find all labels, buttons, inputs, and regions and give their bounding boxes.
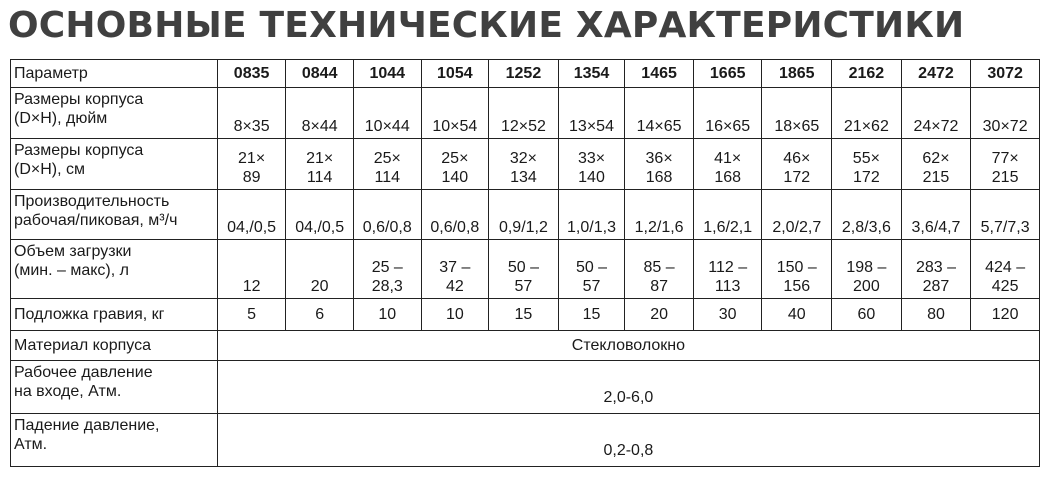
header-model-1665: 1665 <box>693 60 762 88</box>
cell-value: 5 <box>247 306 257 324</box>
cell-value: 40 <box>787 306 806 324</box>
table-cell <box>489 299 559 330</box>
cell-value: 168 <box>645 168 673 186</box>
cell-value: 10×54 <box>432 117 478 135</box>
table-cell <box>625 299 694 330</box>
table-cell <box>625 240 694 299</box>
cell-value: 15 <box>514 306 533 324</box>
table-cell <box>762 88 832 139</box>
row-label-line: на входе, Атм. <box>14 383 122 401</box>
table-cell <box>217 189 286 240</box>
table-cell <box>625 88 694 139</box>
header-parameter: Параметр <box>11 60 218 88</box>
row-label-line: Материал корпуса <box>14 337 151 355</box>
table-row <box>11 330 1040 360</box>
table-cell <box>558 138 625 189</box>
cell-value: 28,3 <box>371 278 403 296</box>
row-label <box>11 88 218 139</box>
table-cell <box>693 240 762 299</box>
table-row <box>11 299 1040 330</box>
cell-value: 140 <box>441 168 469 186</box>
table-cell <box>558 240 625 299</box>
table-cell <box>901 240 971 299</box>
table-cell <box>901 189 971 240</box>
cell-value: 14×65 <box>636 117 682 135</box>
row-label-line: Рабочее давление <box>14 364 153 382</box>
cell-value: 172 <box>783 168 811 186</box>
cell-value: 36× <box>645 149 673 167</box>
table-cell <box>421 189 489 240</box>
row-label-line: Производительность <box>14 192 170 210</box>
cell-value: 1,6/2,1 <box>703 219 753 237</box>
table-body <box>11 88 1040 467</box>
cell-value: 425 <box>991 278 1019 296</box>
table-cell <box>832 138 902 189</box>
cell-value: 85 – <box>643 259 675 277</box>
cell-value: 20 <box>310 278 329 296</box>
table-cell <box>353 138 421 189</box>
cell-value: 04,/0,5 <box>295 219 345 237</box>
cell-value: 42 <box>445 278 464 296</box>
cell-value: 46× <box>783 149 811 167</box>
table-row <box>11 361 1040 414</box>
table-cell <box>353 299 421 330</box>
header-model-1252: 1252 <box>489 60 559 88</box>
table-row <box>11 414 1040 467</box>
table-cell <box>421 299 489 330</box>
table-cell <box>353 88 421 139</box>
table-cell <box>901 299 971 330</box>
cell-value: 120 <box>991 306 1019 324</box>
cell-value: 37 – <box>439 259 471 277</box>
cell-value: 0,9/1,2 <box>498 219 548 237</box>
cell-value: 33× <box>577 149 606 167</box>
table-row <box>11 138 1040 189</box>
cell-value: 10 <box>445 306 464 324</box>
cell-value: 15 <box>582 306 601 324</box>
specs-table <box>10 59 1040 467</box>
cell-value: 60 <box>857 306 876 324</box>
table-cell <box>762 189 832 240</box>
cell-value: 10 <box>378 306 397 324</box>
cell-value: 8×35 <box>233 117 270 135</box>
spanned-value: 0,2-0,8 <box>217 414 1039 467</box>
header-model-1865: 1865 <box>762 60 832 88</box>
table-cell <box>286 189 354 240</box>
row-label <box>11 414 218 467</box>
cell-value: 32× <box>509 149 537 167</box>
table-cell <box>693 88 762 139</box>
table-cell <box>421 88 489 139</box>
cell-value: 114 <box>306 168 333 186</box>
row-label <box>11 299 218 330</box>
header-model-2162: 2162 <box>832 60 902 88</box>
header-model-1354: 1354 <box>558 60 625 88</box>
row-label-line: (D×H), см <box>14 160 85 178</box>
header-model-1044: 1044 <box>353 60 421 88</box>
table-cell <box>217 299 286 330</box>
table-row <box>11 88 1040 139</box>
cell-value: 16×65 <box>705 117 751 135</box>
cell-value: 21×62 <box>843 117 889 135</box>
cell-value: 13×54 <box>569 117 614 135</box>
cell-value: 21× <box>306 149 334 167</box>
cell-value: 50 – <box>575 259 608 277</box>
table-cell <box>353 240 421 299</box>
table-cell <box>286 240 354 299</box>
cell-value: 156 <box>783 278 811 296</box>
cell-value: 3,6/4,7 <box>911 219 961 237</box>
table-cell <box>489 138 559 189</box>
cell-value: 20 <box>650 306 668 324</box>
cell-value: 30 <box>718 306 737 324</box>
cell-value: 55× <box>852 149 880 167</box>
row-label <box>11 189 218 240</box>
row-label-line: Объем загрузки <box>14 243 132 261</box>
cell-value: 57 <box>582 278 601 296</box>
row-label-line: рабочая/пиковая, м³/ч <box>14 211 178 229</box>
table-cell <box>489 189 559 240</box>
cell-value: 140 <box>578 168 605 186</box>
header-model-2472: 2472 <box>901 60 971 88</box>
table-cell <box>693 189 762 240</box>
cell-value: 57 <box>514 278 533 296</box>
header-model-0844: 0844 <box>286 60 354 88</box>
row-label <box>11 330 218 360</box>
cell-value: 113 <box>714 278 741 296</box>
cell-value: 287 <box>922 278 950 296</box>
table-cell <box>762 240 832 299</box>
table-cell <box>971 299 1040 330</box>
table-cell <box>762 138 832 189</box>
cell-value: 04,/0,5 <box>227 219 277 237</box>
cell-value: 80 <box>927 306 945 324</box>
table-cell <box>421 138 489 189</box>
cell-value: 283 – <box>915 259 956 277</box>
table-header-row <box>11 60 1040 88</box>
cell-value: 2,8/3,6 <box>841 219 891 237</box>
table-cell <box>971 88 1040 139</box>
row-label-line: Размеры корпуса <box>14 141 144 159</box>
cell-value: 77× <box>991 149 1019 167</box>
spanned-value: Стекловолокно <box>217 330 1039 360</box>
cell-value: 50 – <box>507 259 539 277</box>
table-cell <box>971 189 1040 240</box>
cell-value: 0,6/0,8 <box>362 219 412 237</box>
table-row <box>11 240 1040 299</box>
cell-value: 424 – <box>985 259 1026 277</box>
row-label-line: Подложка гравия, кг <box>14 306 165 324</box>
table-cell <box>353 189 421 240</box>
table-cell <box>558 88 625 139</box>
table-cell <box>286 138 354 189</box>
table-cell <box>832 299 902 330</box>
table-cell <box>625 189 694 240</box>
row-label-line: (мин. – макс), л <box>14 262 129 280</box>
cell-value: 12 <box>242 278 261 296</box>
table-cell <box>489 240 559 299</box>
row-label-line: Падение давление, <box>14 417 160 435</box>
cell-value: 200 <box>853 278 880 296</box>
table-cell <box>832 240 902 299</box>
cell-value: 41× <box>714 149 742 167</box>
cell-value: 89 <box>242 168 261 186</box>
cell-value: 8×44 <box>301 117 338 135</box>
row-label-line: Атм. <box>14 436 48 454</box>
table-cell <box>217 240 286 299</box>
cell-value: 215 <box>991 168 1019 186</box>
cell-value: 198 – <box>846 259 887 277</box>
row-label <box>11 138 218 189</box>
row-label <box>11 361 218 414</box>
cell-value: 168 <box>714 168 742 186</box>
cell-value: 215 <box>922 168 950 186</box>
cell-value: 6 <box>315 306 325 324</box>
cell-value: 30×72 <box>982 117 1028 135</box>
table-cell <box>901 138 971 189</box>
page-title: ОСНОВНЫЕ ТЕХНИЧЕСКИЕ ХАРАКТЕРИСТИКИ <box>8 5 965 46</box>
table-cell <box>558 189 625 240</box>
header-model-1054: 1054 <box>421 60 489 88</box>
row-label-line: (D×H), дюйм <box>14 110 108 127</box>
header-model-1465: 1465 <box>625 60 694 88</box>
cell-value: 2,0/2,7 <box>772 219 822 237</box>
cell-value: 25× <box>373 149 401 167</box>
cell-value: 150 – <box>776 259 817 277</box>
table-cell <box>971 138 1040 189</box>
table-cell <box>217 138 286 189</box>
table-cell <box>693 138 762 189</box>
table-cell <box>832 189 902 240</box>
cell-value: 172 <box>853 168 880 186</box>
table-cell <box>693 299 762 330</box>
row-label-line: Размеры корпуса <box>14 91 144 108</box>
table-cell <box>421 240 489 299</box>
cell-value: 87 <box>650 278 668 296</box>
cell-value: 1,0/1,3 <box>567 219 616 237</box>
cell-value: 5,7/7,3 <box>980 219 1030 237</box>
row-label <box>11 240 218 299</box>
cell-value: 10×44 <box>364 117 410 135</box>
table-cell <box>762 299 832 330</box>
cell-value: 18×65 <box>774 117 820 135</box>
table-cell <box>832 88 902 139</box>
table-cell <box>625 138 694 189</box>
table-cell <box>901 88 971 139</box>
table-cell <box>558 299 625 330</box>
cell-value: 114 <box>374 168 401 186</box>
cell-value: 21× <box>238 149 266 167</box>
cell-value: 24×72 <box>913 117 959 135</box>
cell-value: 25× <box>441 149 469 167</box>
cell-value: 12×52 <box>500 117 546 135</box>
table-cell <box>489 88 559 139</box>
cell-value: 1,2/1,6 <box>634 219 684 237</box>
cell-value: 62× <box>922 149 950 167</box>
header-model-0835: 0835 <box>217 60 286 88</box>
spanned-value: 2,0-6,0 <box>217 361 1039 414</box>
cell-value: 25 – <box>371 259 403 277</box>
table-cell <box>217 88 286 139</box>
cell-value: 0,6/0,8 <box>430 219 480 237</box>
header-model-3072: 3072 <box>971 60 1040 88</box>
table-cell <box>971 240 1040 299</box>
cell-value: 134 <box>510 168 537 186</box>
table-row <box>11 189 1040 240</box>
cell-value: 112 – <box>708 259 748 277</box>
table-cell <box>286 88 354 139</box>
table-cell <box>286 299 354 330</box>
